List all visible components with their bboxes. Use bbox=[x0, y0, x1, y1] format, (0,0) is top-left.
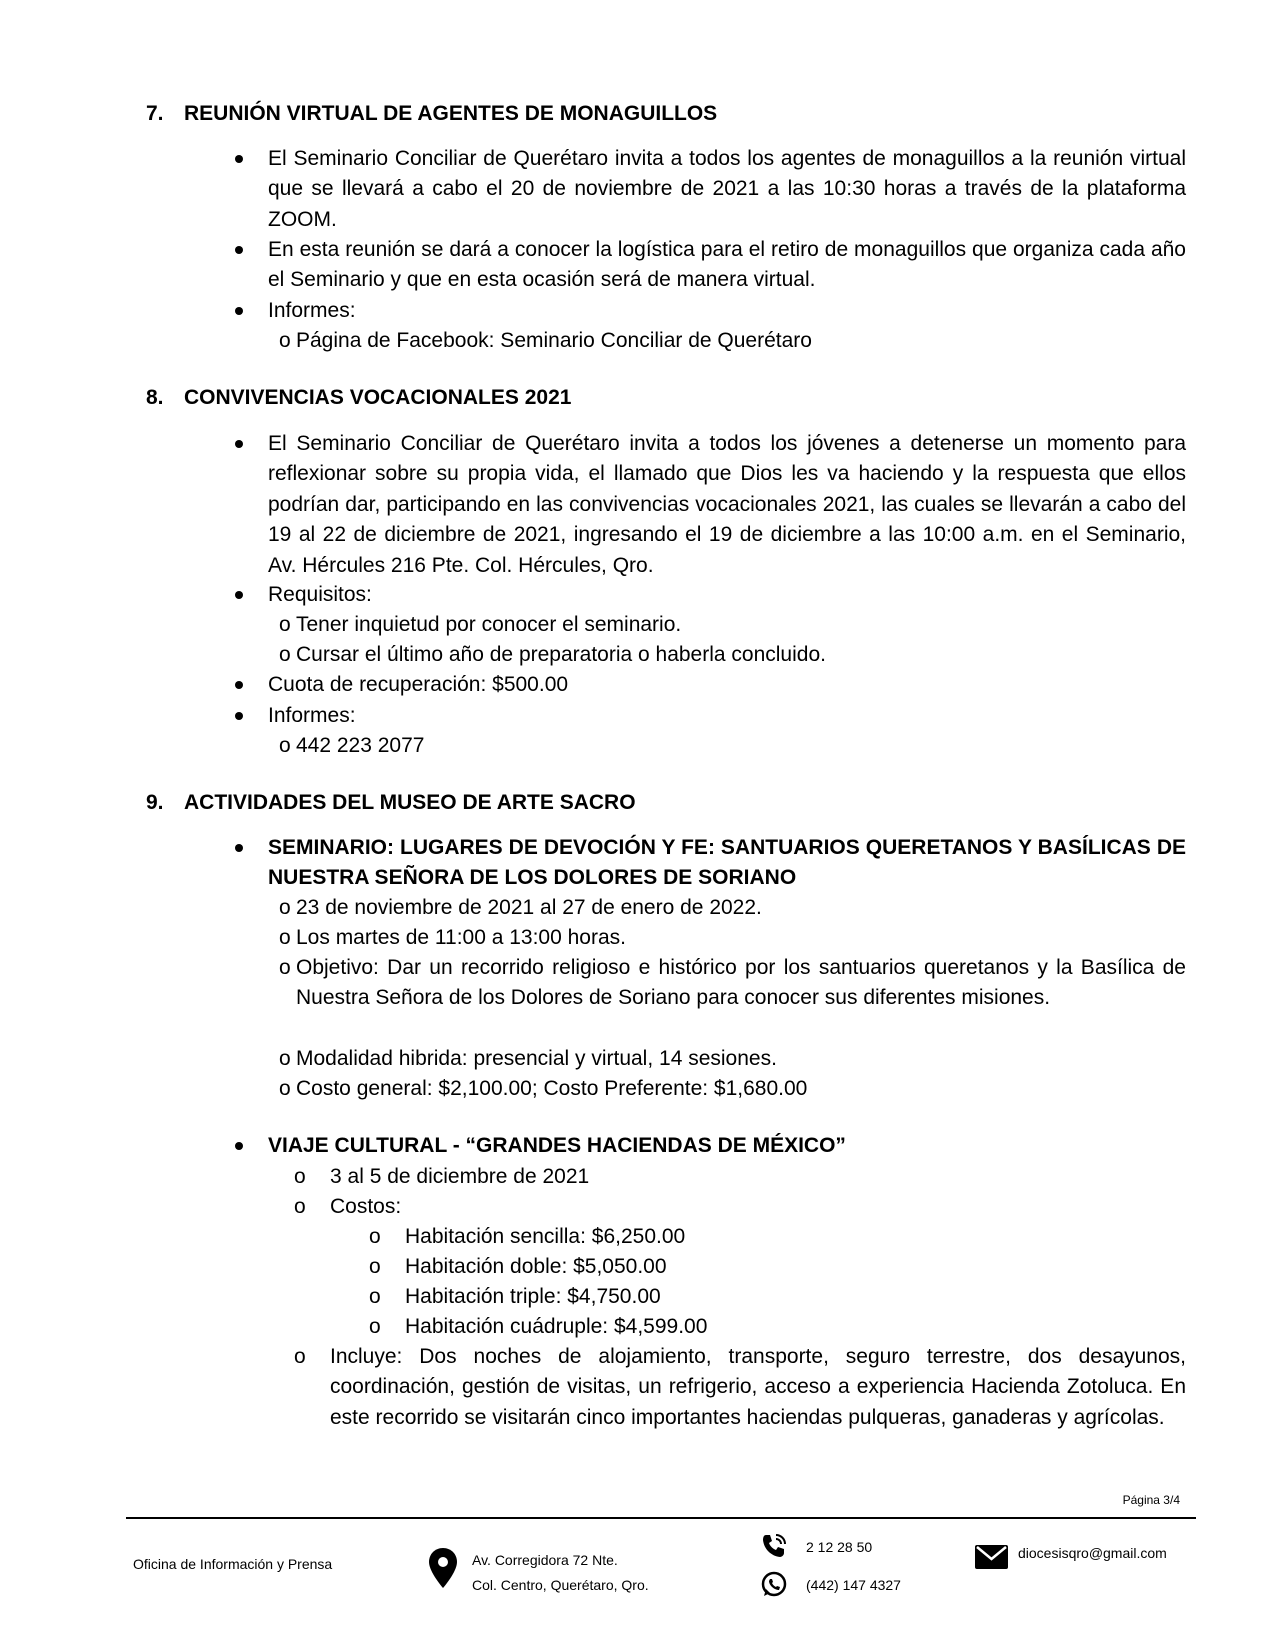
list-item: VIAJE CULTURAL - “GRANDES HACIENDAS DE MÉXICO” bbox=[268, 1131, 1186, 1161]
list-subitem: o Habitación cuádruple: $4,599.00 bbox=[405, 1312, 1186, 1342]
list-item: En esta reunión se dará a conocer la logística para el retiro de monaguillos que organiza cada año el Seminario y que en esta ocasión será de manera virtual. bbox=[268, 235, 1186, 296]
list-item: El Seminario Conciliar de Querétaro invita a todos los agentes de monaguillos a la reunión virtual que se llevará a cabo el 20 de noviembre de 2021 a las 10:30 horas a través de la plataforma ZOOM. bbox=[268, 144, 1186, 235]
list-subitem: o Habitación triple: $4,750.00 bbox=[405, 1282, 1186, 1312]
phone-icon bbox=[760, 1532, 788, 1560]
list-subitem: o Página de Facebook: Seminario Conciliar de Querétaro bbox=[296, 326, 1186, 356]
bullet-marker: o bbox=[369, 1255, 381, 1278]
bullet-marker: o bbox=[279, 734, 291, 757]
list-subitem: o Tener inquietud por conocer el seminario. bbox=[296, 610, 1186, 640]
list-item: Informes: bbox=[268, 296, 1186, 326]
list-item: SEMINARIO: LUGARES DE DEVOCIÓN Y FE: SANTUARIOS QUERETANOS Y BASÍLICAS DE NUESTRA SEÑORA DE LOS DOLORES DE SORIANO bbox=[268, 833, 1186, 894]
section-heading: CONVIVENCIAS VOCACIONALES 2021 bbox=[184, 386, 572, 409]
section-8-title bbox=[146, 383, 571, 413]
footer-address-line2: Col. Centro, Querétaro, Qro. bbox=[472, 1577, 649, 1593]
bullet-marker: o bbox=[369, 1225, 381, 1248]
bullet-marker: o bbox=[369, 1315, 381, 1338]
section-heading: ACTIVIDADES DEL MUSEO DE ARTE SACRO bbox=[184, 791, 636, 814]
list-item: Cuota de recuperación: $500.00 bbox=[268, 670, 1186, 700]
list-subitem: o Objetivo: Dar un recorrido religioso e histórico por los santuarios queretanos y la Basílica de Nuestra Señora de los Dolores de Soriano para conocer sus diferentes misiones. bbox=[296, 953, 1186, 1014]
section-heading: REUNIÓN VIRTUAL DE AGENTES DE MONAGUILLOS bbox=[184, 102, 718, 125]
section-number: 8. bbox=[146, 386, 164, 409]
section-7-title bbox=[146, 99, 717, 129]
bullet-marker: o bbox=[294, 1345, 306, 1368]
list-subitem: o Habitación doble: $5,050.00 bbox=[405, 1252, 1186, 1282]
list-subitem: o Modalidad hibrida: presencial y virtual, 14 sesiones. bbox=[296, 1044, 1186, 1074]
list-subitem: o Los martes de 11:00 a 13:00 horas. bbox=[296, 923, 1186, 953]
footer-phone: 2 12 28 50 bbox=[806, 1539, 873, 1555]
bullet-marker: o bbox=[279, 329, 291, 352]
list-subitem: o 442 223 2077 bbox=[296, 731, 1186, 761]
bullet-marker: o bbox=[279, 1077, 291, 1100]
footer-whatsapp: (442) 147 4327 bbox=[806, 1577, 901, 1593]
bullet-marker: o bbox=[279, 926, 291, 949]
bullet-marker: o bbox=[279, 643, 291, 666]
list-item: Informes: bbox=[268, 701, 1186, 731]
footer-address-line1: Av. Corregidora 72 Nte. bbox=[472, 1552, 618, 1568]
list-subitem: o 3 al 5 de diciembre de 2021 bbox=[330, 1162, 1186, 1192]
bullet-marker: o bbox=[279, 613, 291, 636]
list-subitem: o Costos: bbox=[330, 1192, 1186, 1222]
bullet-marker: o bbox=[294, 1165, 306, 1188]
list-subitem: o Habitación sencilla: $6,250.00 bbox=[405, 1222, 1186, 1252]
page-number: Página 3/4 bbox=[1122, 1493, 1180, 1507]
section-number: 9. bbox=[146, 791, 164, 814]
list-subitem: o Costo general: $2,100.00; Costo Preferente: $1,680.00 bbox=[296, 1074, 1186, 1104]
bullet-marker: o bbox=[279, 896, 291, 919]
footer-email[interactable]: diocesisqro@gmail.com bbox=[1018, 1545, 1167, 1561]
envelope-icon bbox=[975, 1545, 1008, 1569]
section-number: 7. bbox=[146, 102, 164, 125]
list-subitem: o Cursar el último año de preparatoria o haberla concluido. bbox=[296, 640, 1186, 670]
list-subitem: o Incluye: Dos noches de alojamiento, transporte, seguro terrestre, dos desayunos, coordinación, gestión de visitas, un refrigerio, acceso a experiencia Hacienda Zotoluca. En este recorrido se visitarán cinco importantes haciendas pulqueras, ganaderas y agrícolas. bbox=[330, 1342, 1186, 1433]
bullet-marker: o bbox=[294, 1195, 306, 1218]
bullet-marker: o bbox=[369, 1285, 381, 1308]
bullet-marker: o bbox=[279, 1047, 291, 1070]
list-subitem: o 23 de noviembre de 2021 al 27 de enero de 2022. bbox=[296, 893, 1186, 923]
list-item: El Seminario Conciliar de Querétaro invita a todos los jóvenes a detenerse un momento para reflexionar sobre su propia vida, el llamado que Dios les va haciendo y la respuesta que ellos podrían dar, participando en las convivencias vocacionales 2021, las cuales se llevarán a cabo del 19 al 22 de diciembre de 2021, ingresando el 19 de diciembre a las 10:00 a.m. en el Seminario, Av. Hércules 216 Pte. Col. Hércules, Qro. bbox=[268, 429, 1186, 581]
bullet-marker: o bbox=[279, 956, 291, 979]
whatsapp-icon bbox=[760, 1570, 788, 1598]
section-9-title bbox=[146, 788, 636, 818]
location-pin-icon bbox=[428, 1547, 458, 1589]
footer-divider bbox=[126, 1517, 1196, 1519]
footer-office: Oficina de Información y Prensa bbox=[133, 1556, 333, 1572]
list-item: Requisitos: bbox=[268, 580, 1186, 610]
